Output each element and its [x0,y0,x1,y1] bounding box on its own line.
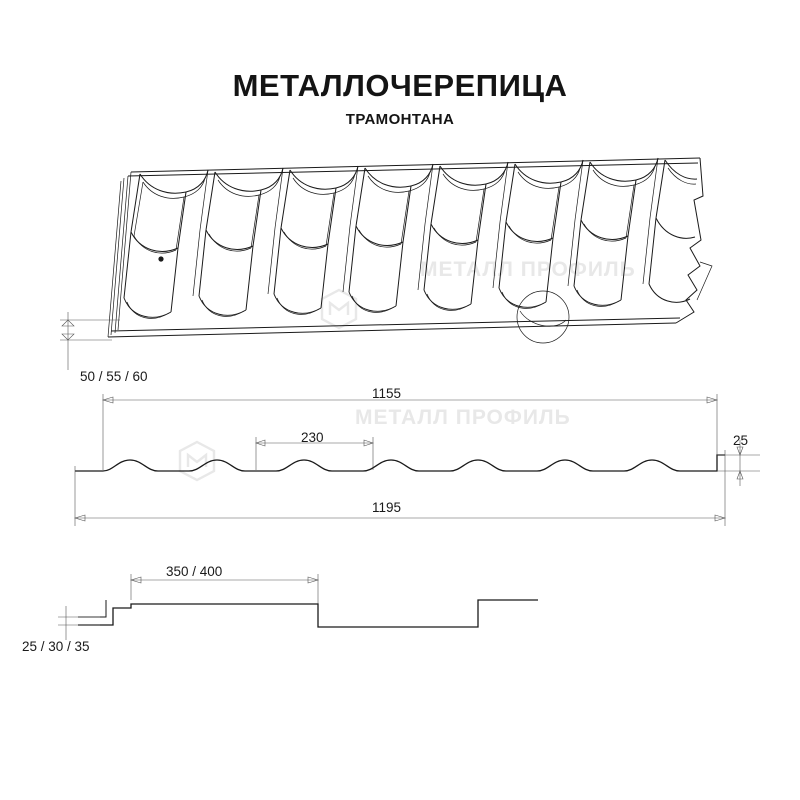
watermark-text-mid: МЕТАЛЛ ПРОФИЛЬ [355,406,571,429]
working-width-label: 1155 [372,386,402,401]
profile-height-label: 25 [733,433,749,448]
watermark-text-top: МЕТАЛЛ ПРОФИЛЬ [420,258,636,281]
cross-section-profile-view [75,394,760,526]
total-width-label: 1195 [372,500,402,515]
step-height-label: 25 / 30 / 35 [22,639,90,654]
step-length-label: 350 / 400 [166,564,223,579]
side-step-profile-view [58,574,538,640]
wave-pitch-label: 230 [301,430,324,445]
page-subtitle: ТРАМОНТАНА [345,111,455,128]
page-title: МЕТАЛЛОЧЕРЕПИЦА [232,68,568,103]
perspective-view-of-metal-tile-sheet [60,158,712,370]
perspective-height-label: 50 / 55 / 60 [80,369,148,384]
